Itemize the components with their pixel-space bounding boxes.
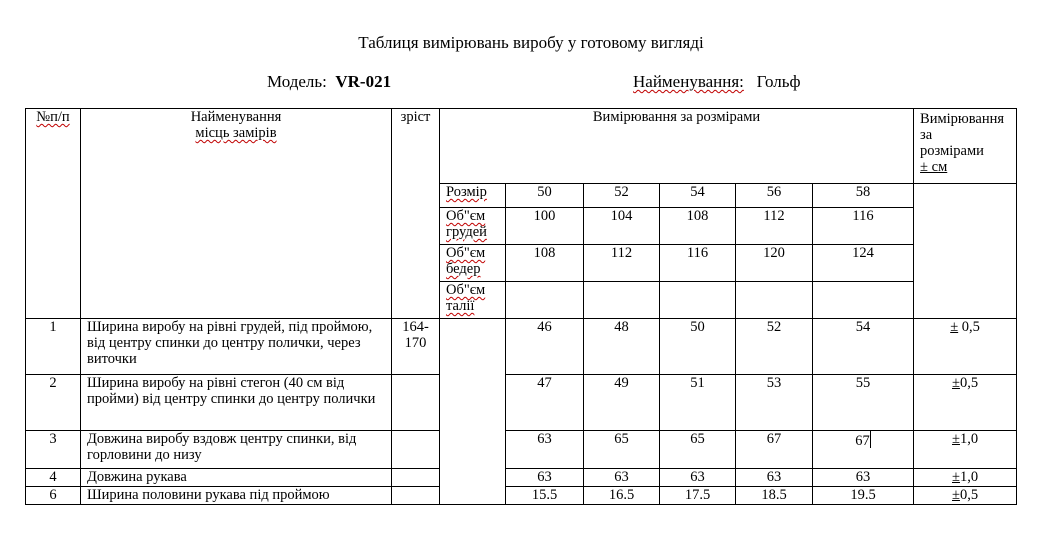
height-blank [392, 375, 440, 431]
value-cell: 63 [813, 469, 914, 487]
hip-cell: 112 [584, 245, 660, 282]
waist-cell [660, 282, 736, 319]
chest-cell: 108 [660, 208, 736, 245]
size-cell: 52 [584, 184, 660, 208]
row-num: 3 [26, 431, 81, 469]
hip-cell: 124 [813, 245, 914, 282]
value-cell: 51 [660, 375, 736, 431]
value-cell: 63 [506, 469, 584, 487]
value-cell: 46 [506, 319, 584, 375]
value-cell: 67 [736, 431, 813, 469]
product-label: Найменування: [633, 72, 744, 91]
model-label: Модель: [267, 72, 327, 91]
text-cursor [870, 431, 871, 448]
table-row [26, 431, 1017, 469]
row-num: 6 [26, 487, 81, 505]
table-row [26, 375, 1017, 431]
row-num: 2 [26, 375, 81, 431]
waist-cell [813, 282, 914, 319]
waist-row-label: Об"єм талії [440, 282, 506, 319]
row-name: Довжина виробу вздовж центру спинки, від горловини до низу [81, 431, 392, 469]
waist-cell [506, 282, 584, 319]
value-cell: 63 [736, 469, 813, 487]
row-name: Довжина рукава [81, 469, 392, 487]
row-name: Ширина виробу на рівні стегон (40 см від пройми) від центру спинки до центру полички [81, 375, 392, 431]
size-cell: 56 [736, 184, 813, 208]
chest-cell: 116 [813, 208, 914, 245]
header-tolerance: Вимірювання за розмірами ± см [914, 109, 1017, 184]
value-cell: 53 [736, 375, 813, 431]
header-num: №п/п [26, 109, 81, 319]
hip-cell: 108 [506, 245, 584, 282]
size-cell: 50 [506, 184, 584, 208]
chest-cell: 104 [584, 208, 660, 245]
value-cell: 52 [736, 319, 813, 375]
chest-cell: 112 [736, 208, 813, 245]
header-place-name: Найменування місць замірів [81, 109, 392, 319]
tolerance-cell: ± 0,5 [914, 319, 1017, 375]
value-cell: 65 [584, 431, 660, 469]
height-value: 164-170 [392, 319, 440, 375]
value-cell: 47 [506, 375, 584, 431]
size-row-label: Розмір [440, 184, 506, 208]
row-name: Ширина виробу на рівні грудей, під проймою, від центру спинки до центру полички, через виточки [81, 319, 392, 375]
measurement-table [25, 108, 1017, 505]
hip-cell: 116 [660, 245, 736, 282]
waist-cell [584, 282, 660, 319]
tolerance-cell: ±1,0 [914, 431, 1017, 469]
value-cell: 19.5 [813, 487, 914, 505]
value-cell: 67 [813, 431, 914, 469]
product-value: Гольф [756, 72, 801, 91]
model-line [267, 72, 391, 92]
size-cell: 54 [660, 184, 736, 208]
value-cell: 55 [813, 375, 914, 431]
header-by-sizes: Вимірювання за розмірами [440, 109, 914, 184]
table-row [26, 319, 1017, 375]
value-cell: 16.5 [584, 487, 660, 505]
value-cell: 63 [506, 431, 584, 469]
value-cell: 63 [584, 469, 660, 487]
header-row [26, 109, 1017, 184]
height-blank [392, 431, 440, 469]
height-blank [392, 487, 440, 505]
hip-row-label: Об"єм бедер [440, 245, 506, 282]
document-title: Таблиця вимірювань виробу у готовому вигляді [358, 33, 704, 52]
header-tolerance-blank [914, 184, 1017, 319]
hip-cell: 120 [736, 245, 813, 282]
tolerance-cell: ±0,5 [914, 487, 1017, 505]
row-name: Ширина половини рукава під проймою [81, 487, 392, 505]
size-label-blank [440, 319, 506, 505]
product-name-line [633, 72, 801, 92]
value-cell: 15.5 [506, 487, 584, 505]
value-cell: 17.5 [660, 487, 736, 505]
value-cell: 54 [813, 319, 914, 375]
tolerance-cell: ±1,0 [914, 469, 1017, 487]
value-cell: 18.5 [736, 487, 813, 505]
model-value: VR-021 [335, 72, 392, 91]
header-height: зріст [392, 109, 440, 319]
value-cell: 63 [660, 469, 736, 487]
tolerance-cell: ±0,5 [914, 375, 1017, 431]
value-cell: 65 [660, 431, 736, 469]
height-blank [392, 469, 440, 487]
table-row [26, 487, 1017, 505]
chest-row-label: Об"єм грудей [440, 208, 506, 245]
value-cell: 50 [660, 319, 736, 375]
row-num: 4 [26, 469, 81, 487]
row-num: 1 [26, 319, 81, 375]
value-cell: 48 [584, 319, 660, 375]
table-row [26, 469, 1017, 487]
value-cell: 49 [584, 375, 660, 431]
waist-cell [736, 282, 813, 319]
size-cell: 58 [813, 184, 914, 208]
chest-cell: 100 [506, 208, 584, 245]
